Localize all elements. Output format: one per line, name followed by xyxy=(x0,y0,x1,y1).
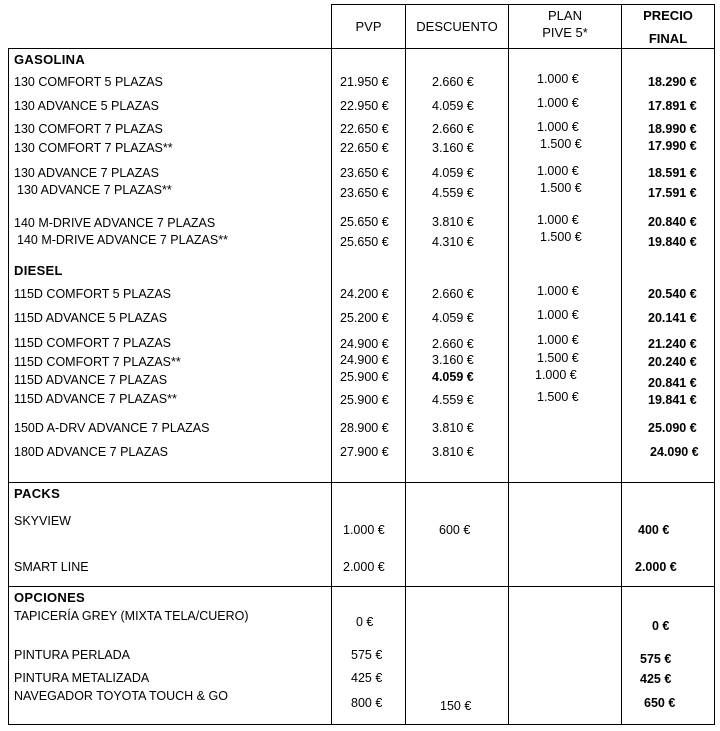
table-top-border xyxy=(331,4,715,5)
diesel-final-7: 24.090 € xyxy=(650,445,699,459)
gasolina-desc-7: 4.310 € xyxy=(432,235,474,249)
diesel-desc-4: 4.059 € xyxy=(432,370,474,384)
gasolina-pive-0: 1.000 € xyxy=(537,72,579,86)
gasolina-pvp-1: 22.950 € xyxy=(340,99,389,113)
gasolina-final-0: 18.290 € xyxy=(648,75,697,89)
diesel-pive-3: 1.500 € xyxy=(537,351,579,365)
col-divider-pive xyxy=(508,4,509,725)
diesel-pvp-1: 25.200 € xyxy=(340,311,389,325)
diesel-name-7: 180D ADVANCE 7 PLAZAS xyxy=(14,445,169,459)
header-pive: PIVE 5* xyxy=(542,25,588,40)
opciones-final-1: 575 € xyxy=(640,652,672,666)
gasolina-final-7: 19.840 € xyxy=(648,235,697,249)
col-divider-pvp xyxy=(331,4,332,725)
gasolina-pvp-7: 25.650 € xyxy=(340,235,389,249)
opciones-top-border xyxy=(8,586,715,587)
gasolina-name-5: 130 ADVANCE 7 PLAZAS** xyxy=(17,183,172,197)
gasolina-pive-5: 1.500 € xyxy=(540,181,582,195)
packs-pvp-0: 1.000 € xyxy=(343,523,385,537)
diesel-desc-3: 3.160 € xyxy=(432,353,474,367)
packs-final-0: 400 € xyxy=(638,523,670,537)
diesel-pive-5: 1.500 € xyxy=(537,390,579,404)
diesel-pvp-5: 25.900 € xyxy=(340,393,389,407)
opciones-desc-3: 150 € xyxy=(440,699,472,713)
gasolina-pvp-0: 21.950 € xyxy=(340,75,389,89)
diesel-pvp-6: 28.900 € xyxy=(340,421,389,435)
diesel-pvp-7: 27.900 € xyxy=(340,445,389,459)
packs-top-border xyxy=(8,482,715,483)
diesel-name-6: 150D A-DRV ADVANCE 7 PLAZAS xyxy=(14,421,210,435)
diesel-pvp-3: 24.900 € xyxy=(340,353,389,367)
diesel-pive-0: 1.000 € xyxy=(537,284,579,298)
left-border xyxy=(8,48,9,725)
section-title-packs: PACKS xyxy=(14,486,61,501)
diesel-name-5: 115D ADVANCE 7 PLAZAS** xyxy=(14,392,177,406)
diesel-pvp-0: 24.200 € xyxy=(340,287,389,301)
header-pvp: PVP xyxy=(355,19,382,34)
opciones-name-0: TAPICERÍA GREY (MIXTA TELA/CUERO) xyxy=(14,609,249,623)
gasolina-name-2: 130 COMFORT 7 PLAZAS xyxy=(14,122,163,136)
packs-name-1: SMART LINE xyxy=(14,560,89,574)
header-precio: PRECIO xyxy=(643,8,693,23)
table-bottom-border xyxy=(8,724,715,725)
gasolina-pive-7: 1.500 € xyxy=(540,230,582,244)
gasolina-pvp-2: 22.650 € xyxy=(340,122,389,136)
diesel-desc-0: 2.660 € xyxy=(432,287,474,301)
gasolina-pive-3: 1.500 € xyxy=(540,137,582,151)
gasolina-final-6: 20.840 € xyxy=(648,215,697,229)
gasolina-pive-2: 1.000 € xyxy=(537,120,579,134)
opciones-name-2: PINTURA METALIZADA xyxy=(14,671,150,685)
header-final: FINAL xyxy=(648,31,688,46)
diesel-pive-1: 1.000 € xyxy=(537,308,579,322)
diesel-desc-1: 4.059 € xyxy=(432,311,474,325)
gasolina-name-6: 140 M-DRIVE ADVANCE 7 PLAZAS xyxy=(14,216,216,230)
gasolina-pive-1: 1.000 € xyxy=(537,96,579,110)
header-bottom-border xyxy=(8,48,715,49)
gasolina-pive-4: 1.000 € xyxy=(537,164,579,178)
gasolina-name-3: 130 COMFORT 7 PLAZAS** xyxy=(14,141,173,155)
gasolina-name-1: 130 ADVANCE 5 PLAZAS xyxy=(14,99,159,113)
gasolina-pvp-4: 23.650 € xyxy=(340,166,389,180)
diesel-name-4: 115D ADVANCE 7 PLAZAS xyxy=(14,373,168,387)
gasolina-pvp-6: 25.650 € xyxy=(340,215,389,229)
diesel-pvp-4: 25.900 € xyxy=(340,370,389,384)
gasolina-pvp-3: 22.650 € xyxy=(340,141,389,155)
gasolina-desc-2: 2.660 € xyxy=(432,122,474,136)
gasolina-desc-5: 4.559 € xyxy=(432,186,474,200)
diesel-name-1: 115D ADVANCE 5 PLAZAS xyxy=(14,311,168,325)
gasolina-final-1: 17.891 € xyxy=(648,99,697,113)
gasolina-pvp-5: 23.650 € xyxy=(340,186,389,200)
opciones-name-3: NAVEGADOR TOYOTA TOUCH & GO xyxy=(14,689,228,703)
packs-final-1: 2.000 € xyxy=(635,560,677,574)
diesel-final-3: 20.240 € xyxy=(648,355,697,369)
gasolina-desc-4: 4.059 € xyxy=(432,166,474,180)
diesel-final-5: 19.841 € xyxy=(648,393,697,407)
diesel-pive-4: 1.000 € xyxy=(535,368,577,382)
gasolina-name-4: 130 ADVANCE 7 PLAZAS xyxy=(14,166,159,180)
section-title-opciones: OPCIONES xyxy=(14,590,86,605)
right-border xyxy=(714,4,715,725)
gasolina-final-3: 17.990 € xyxy=(648,139,697,153)
header-descuento: DESCUENTO xyxy=(416,19,498,34)
gasolina-desc-3: 3.160 € xyxy=(432,141,474,155)
opciones-final-2: 425 € xyxy=(640,672,672,686)
col-divider-descuento xyxy=(405,4,406,725)
section-title-gasolina: GASOLINA xyxy=(14,52,86,67)
diesel-desc-6: 3.810 € xyxy=(432,421,474,435)
diesel-desc-7: 3.810 € xyxy=(432,445,474,459)
opciones-pvp-2: 425 € xyxy=(351,671,383,685)
section-title-diesel: DIESEL xyxy=(14,263,63,278)
opciones-pvp-3: 800 € xyxy=(351,696,383,710)
gasolina-final-4: 18.591 € xyxy=(648,166,697,180)
gasolina-desc-0: 2.660 € xyxy=(432,75,474,89)
diesel-final-1: 20.141 € xyxy=(648,311,697,325)
col-divider-final xyxy=(621,4,622,725)
packs-name-0: SKYVIEW xyxy=(14,514,71,528)
gasolina-name-0: 130 COMFORT 5 PLAZAS xyxy=(14,75,163,89)
opciones-pvp-0: 0 € xyxy=(356,615,374,629)
packs-desc-0: 600 € xyxy=(439,523,471,537)
gasolina-desc-6: 3.810 € xyxy=(432,215,474,229)
opciones-final-0: 0 € xyxy=(652,619,670,633)
gasolina-desc-1: 4.059 € xyxy=(432,99,474,113)
gasolina-name-7: 140 M-DRIVE ADVANCE 7 PLAZAS** xyxy=(17,233,228,247)
gasolina-final-5: 17.591 € xyxy=(648,186,697,200)
diesel-desc-2: 2.660 € xyxy=(432,337,474,351)
diesel-name-0: 115D COMFORT 5 PLAZAS xyxy=(14,287,171,301)
opciones-pvp-1: 575 € xyxy=(351,648,383,662)
diesel-final-4: 20.841 € xyxy=(648,376,697,390)
diesel-name-2: 115D COMFORT 7 PLAZAS xyxy=(14,336,171,350)
gasolina-final-2: 18.990 € xyxy=(648,122,697,136)
diesel-name-3: 115D COMFORT 7 PLAZAS** xyxy=(14,355,181,369)
gasolina-pive-6: 1.000 € xyxy=(537,213,579,227)
opciones-name-1: PINTURA PERLADA xyxy=(14,648,131,662)
packs-pvp-1: 2.000 € xyxy=(343,560,385,574)
diesel-desc-5: 4.559 € xyxy=(432,393,474,407)
diesel-pive-2: 1.000 € xyxy=(537,333,579,347)
diesel-final-0: 20.540 € xyxy=(648,287,697,301)
diesel-final-6: 25.090 € xyxy=(648,421,697,435)
diesel-pvp-2: 24.900 € xyxy=(340,337,389,351)
header-plan: PLAN xyxy=(548,8,582,23)
opciones-final-3: 650 € xyxy=(644,696,676,710)
diesel-final-2: 21.240 € xyxy=(648,337,697,351)
